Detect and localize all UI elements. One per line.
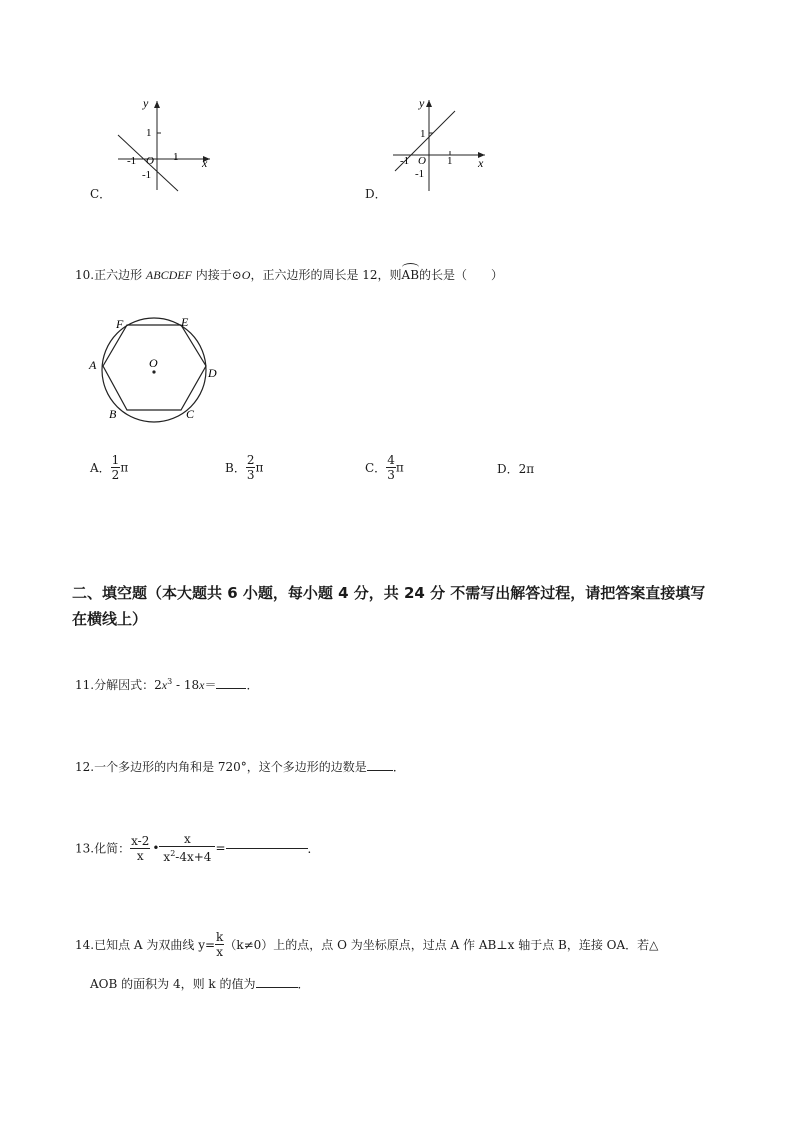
q14-prefix: 14.已知点 A 为双曲线 y= bbox=[75, 938, 216, 952]
q10-option-c bbox=[365, 453, 404, 482]
question-10 bbox=[75, 266, 503, 283]
x-neg-one: -1 bbox=[400, 155, 410, 167]
q14-end: ． bbox=[297, 977, 310, 991]
q13-equals: = bbox=[215, 841, 226, 855]
x-neg-one: -1 bbox=[127, 155, 137, 167]
y-one: 1 bbox=[420, 128, 426, 140]
option-d-label: D． bbox=[497, 462, 519, 476]
q11-exponent: 3 bbox=[167, 677, 173, 686]
q12-end: ． bbox=[392, 760, 405, 774]
q11-equals: ＝ bbox=[204, 678, 217, 692]
section-2-heading bbox=[72, 580, 732, 632]
option-d-value: 2π bbox=[518, 462, 535, 476]
y-axis-arrow bbox=[154, 101, 160, 108]
y-label: y bbox=[143, 96, 149, 110]
q11-answer-blank[interactable] bbox=[216, 687, 246, 689]
q13-fraction-2: $\frac{x}{x^2-4x+4}$ bbox=[159, 832, 215, 864]
q10-suffix: 的长是（ ） bbox=[419, 268, 504, 282]
q11-prefix: 11.分解因式：2 bbox=[75, 678, 162, 692]
option-a-pi: π bbox=[120, 460, 129, 475]
q10-option-d bbox=[497, 460, 534, 477]
question-14-line-2 bbox=[90, 975, 310, 992]
section-2-line-2: 在横线上） bbox=[72, 610, 148, 628]
option-c-pi: π bbox=[395, 460, 404, 475]
q13-dot: • bbox=[152, 841, 160, 855]
question-11 bbox=[75, 676, 258, 693]
question-12 bbox=[75, 758, 405, 775]
x-label: x bbox=[478, 156, 484, 170]
q10-prefix: 10.正六边形 bbox=[75, 268, 146, 282]
label-a: A bbox=[89, 358, 97, 372]
q14-line2: AOB 的面积为 4，则 k 的值为 bbox=[90, 977, 256, 991]
q14-answer-blank[interactable] bbox=[256, 986, 298, 988]
q11-end: ． bbox=[246, 678, 259, 692]
q13-answer-blank[interactable] bbox=[226, 847, 308, 849]
option-d-label: D． bbox=[365, 187, 387, 201]
label-c: C bbox=[186, 407, 195, 421]
origin: O bbox=[418, 155, 426, 167]
q10-option-b bbox=[225, 453, 263, 482]
option-c-label: C． bbox=[365, 461, 387, 475]
option-a-fraction: $\frac{1}{2}$ bbox=[111, 453, 120, 482]
label-d: D bbox=[208, 366, 217, 380]
center-point bbox=[152, 370, 155, 373]
y-neg-one: -1 bbox=[415, 168, 425, 180]
q14-after: （k≠0）上的点，点 O 为坐标原点，过点 A 作 AB⊥x 轴于点 B，连接 OA．若△ bbox=[224, 938, 659, 952]
question-14 bbox=[75, 930, 658, 959]
graph-c bbox=[110, 95, 220, 195]
q11-mid: - 18 bbox=[172, 678, 200, 692]
q11-x2: x bbox=[199, 678, 205, 692]
option-a-label: A． bbox=[90, 461, 111, 475]
q13-prefix: 13.化简： bbox=[75, 841, 131, 856]
label-o: O bbox=[149, 356, 158, 370]
x-label: x bbox=[202, 156, 208, 170]
q10-mid1: 内接于⊙ bbox=[191, 268, 242, 282]
q10-option-a bbox=[90, 453, 128, 482]
q10-arc-ab: AB bbox=[401, 268, 420, 282]
question-13 bbox=[75, 832, 320, 864]
option-b-label: B． bbox=[225, 461, 246, 475]
q12-answer-blank[interactable] bbox=[367, 769, 393, 771]
label-f: F bbox=[116, 317, 124, 331]
label-b: B bbox=[109, 407, 117, 421]
q11-x1: x bbox=[161, 678, 168, 692]
y-axis-arrow bbox=[426, 100, 432, 107]
hexagon-figure bbox=[85, 310, 225, 425]
x-one: 1 bbox=[173, 151, 179, 163]
y-neg-one: -1 bbox=[142, 169, 152, 181]
q10-mid2: ，正六边形的周长是 12，则 bbox=[250, 268, 402, 282]
y-one: 1 bbox=[146, 127, 152, 139]
y-label: y bbox=[419, 96, 425, 110]
section-2-line-1: 二、填空题（本大题共 6 小题，每小题 4 分，共 24 分 不需写出解答过程，请把答案直接填写 bbox=[72, 584, 706, 602]
option-c-fraction: $\frac{4}{3}$ bbox=[387, 453, 395, 482]
option-c-label: C． bbox=[90, 187, 112, 201]
q14-fraction: $\frac{k}{x}$ bbox=[216, 930, 224, 959]
label-e: E bbox=[181, 315, 189, 329]
q13-fraction-1: $\frac{x-2}{x}$ bbox=[131, 833, 150, 863]
x-one: 1 bbox=[447, 155, 453, 167]
option-b-fraction: $\frac{2}{3}$ bbox=[246, 453, 255, 482]
graph-d bbox=[385, 95, 495, 195]
q13-end: ． bbox=[307, 841, 320, 856]
q10-circle: O bbox=[241, 268, 251, 282]
q10-polygon: ABCDEF bbox=[145, 268, 192, 282]
origin: O bbox=[146, 155, 154, 167]
q12-text: 12.一个多边形的内角和是 720°，这个多边形的边数是 bbox=[75, 760, 367, 774]
option-b-pi: π bbox=[255, 460, 264, 475]
